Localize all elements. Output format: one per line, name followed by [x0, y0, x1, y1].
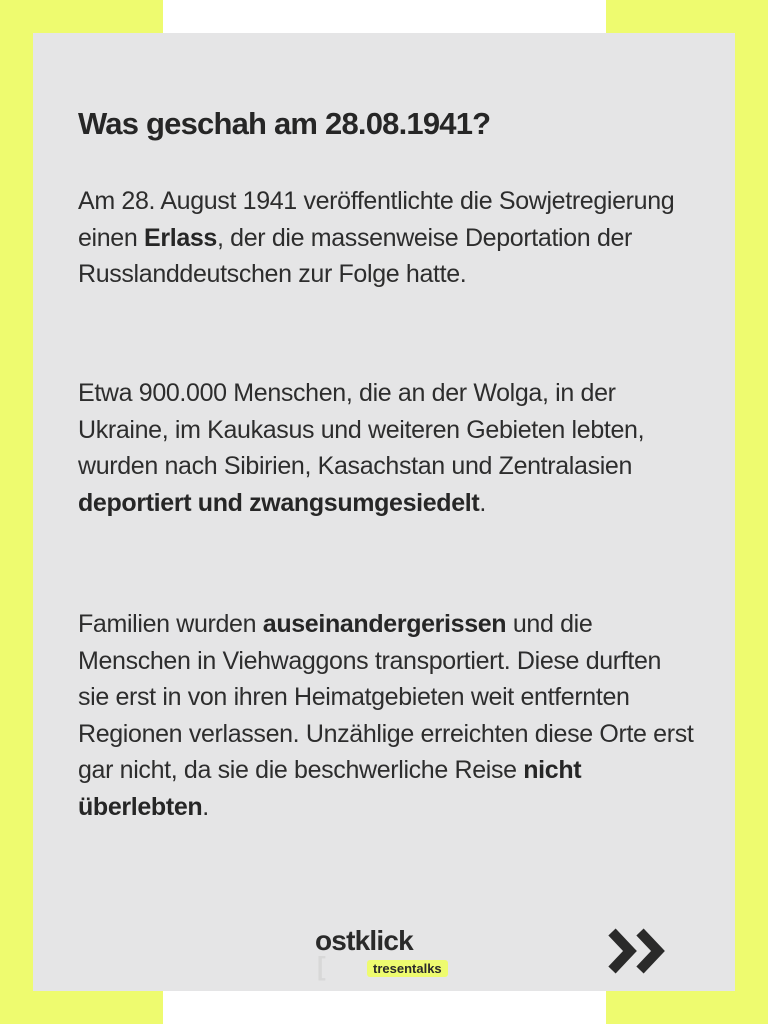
yellow-corner-bottom-left [0, 991, 163, 1024]
paragraph-1-text-2: , der die massenweise Deportation der Russlanddeutschen zur Folge hatte. [78, 223, 633, 288]
next-slide-button[interactable] [606, 927, 670, 975]
paragraph-3 [78, 606, 698, 825]
paragraph-1-bold-1: Erlass [144, 223, 217, 252]
paragraph-1-text-1: Am 28. August 1941 veröffentlichte die Sowjetregierung einen [78, 187, 675, 252]
page-title: Was geschah am 28.08.1941? [78, 106, 491, 141]
paragraph-3-text-3: . [202, 792, 209, 821]
paragraph-2-text-1: Etwa 900.000 Menschen, die an der Wolga, in der Ukraine, im Kaukasus und weiteren Gebieten lebten, wurden nach Sibirien, Kasachstan und Zentralasien [78, 379, 645, 480]
yellow-corner-bottom-right [606, 991, 768, 1024]
logo-wordmark: ostklick [315, 925, 413, 956]
ostklick-logo [315, 923, 455, 983]
paragraph-3-bold-2: nicht überlebten [78, 756, 582, 821]
logo-tagline: tresentalks [367, 960, 448, 977]
logo-bracket-icon: [ [317, 951, 326, 981]
paragraph-3-text-2: und die Menschen in Viehwaggons transportiert. Diese durften sie erst in von ihren Heimatgebieten weit entfernten Regionen verlassen. Unzählige erreichten diese Orte erst gar nicht, da sie die beschwerliche Reise [78, 610, 694, 784]
paragraph-2-bold-1: deportiert und zwangsumgesiedelt [78, 488, 480, 517]
paragraph-3-bold-1: auseinandergerissen [262, 610, 507, 638]
yellow-corner-top-left [0, 0, 163, 33]
yellow-frame-right [735, 0, 768, 1024]
paragraph-1 [78, 183, 698, 293]
paragraph-3-text-1: Familien wurden [78, 610, 263, 638]
paragraph-2-text-2: . [479, 488, 486, 517]
double-chevron-right-icon [606, 927, 670, 975]
yellow-corner-top-right [606, 0, 768, 33]
paragraph-2 [78, 375, 698, 521]
yellow-frame-left [0, 0, 33, 1024]
